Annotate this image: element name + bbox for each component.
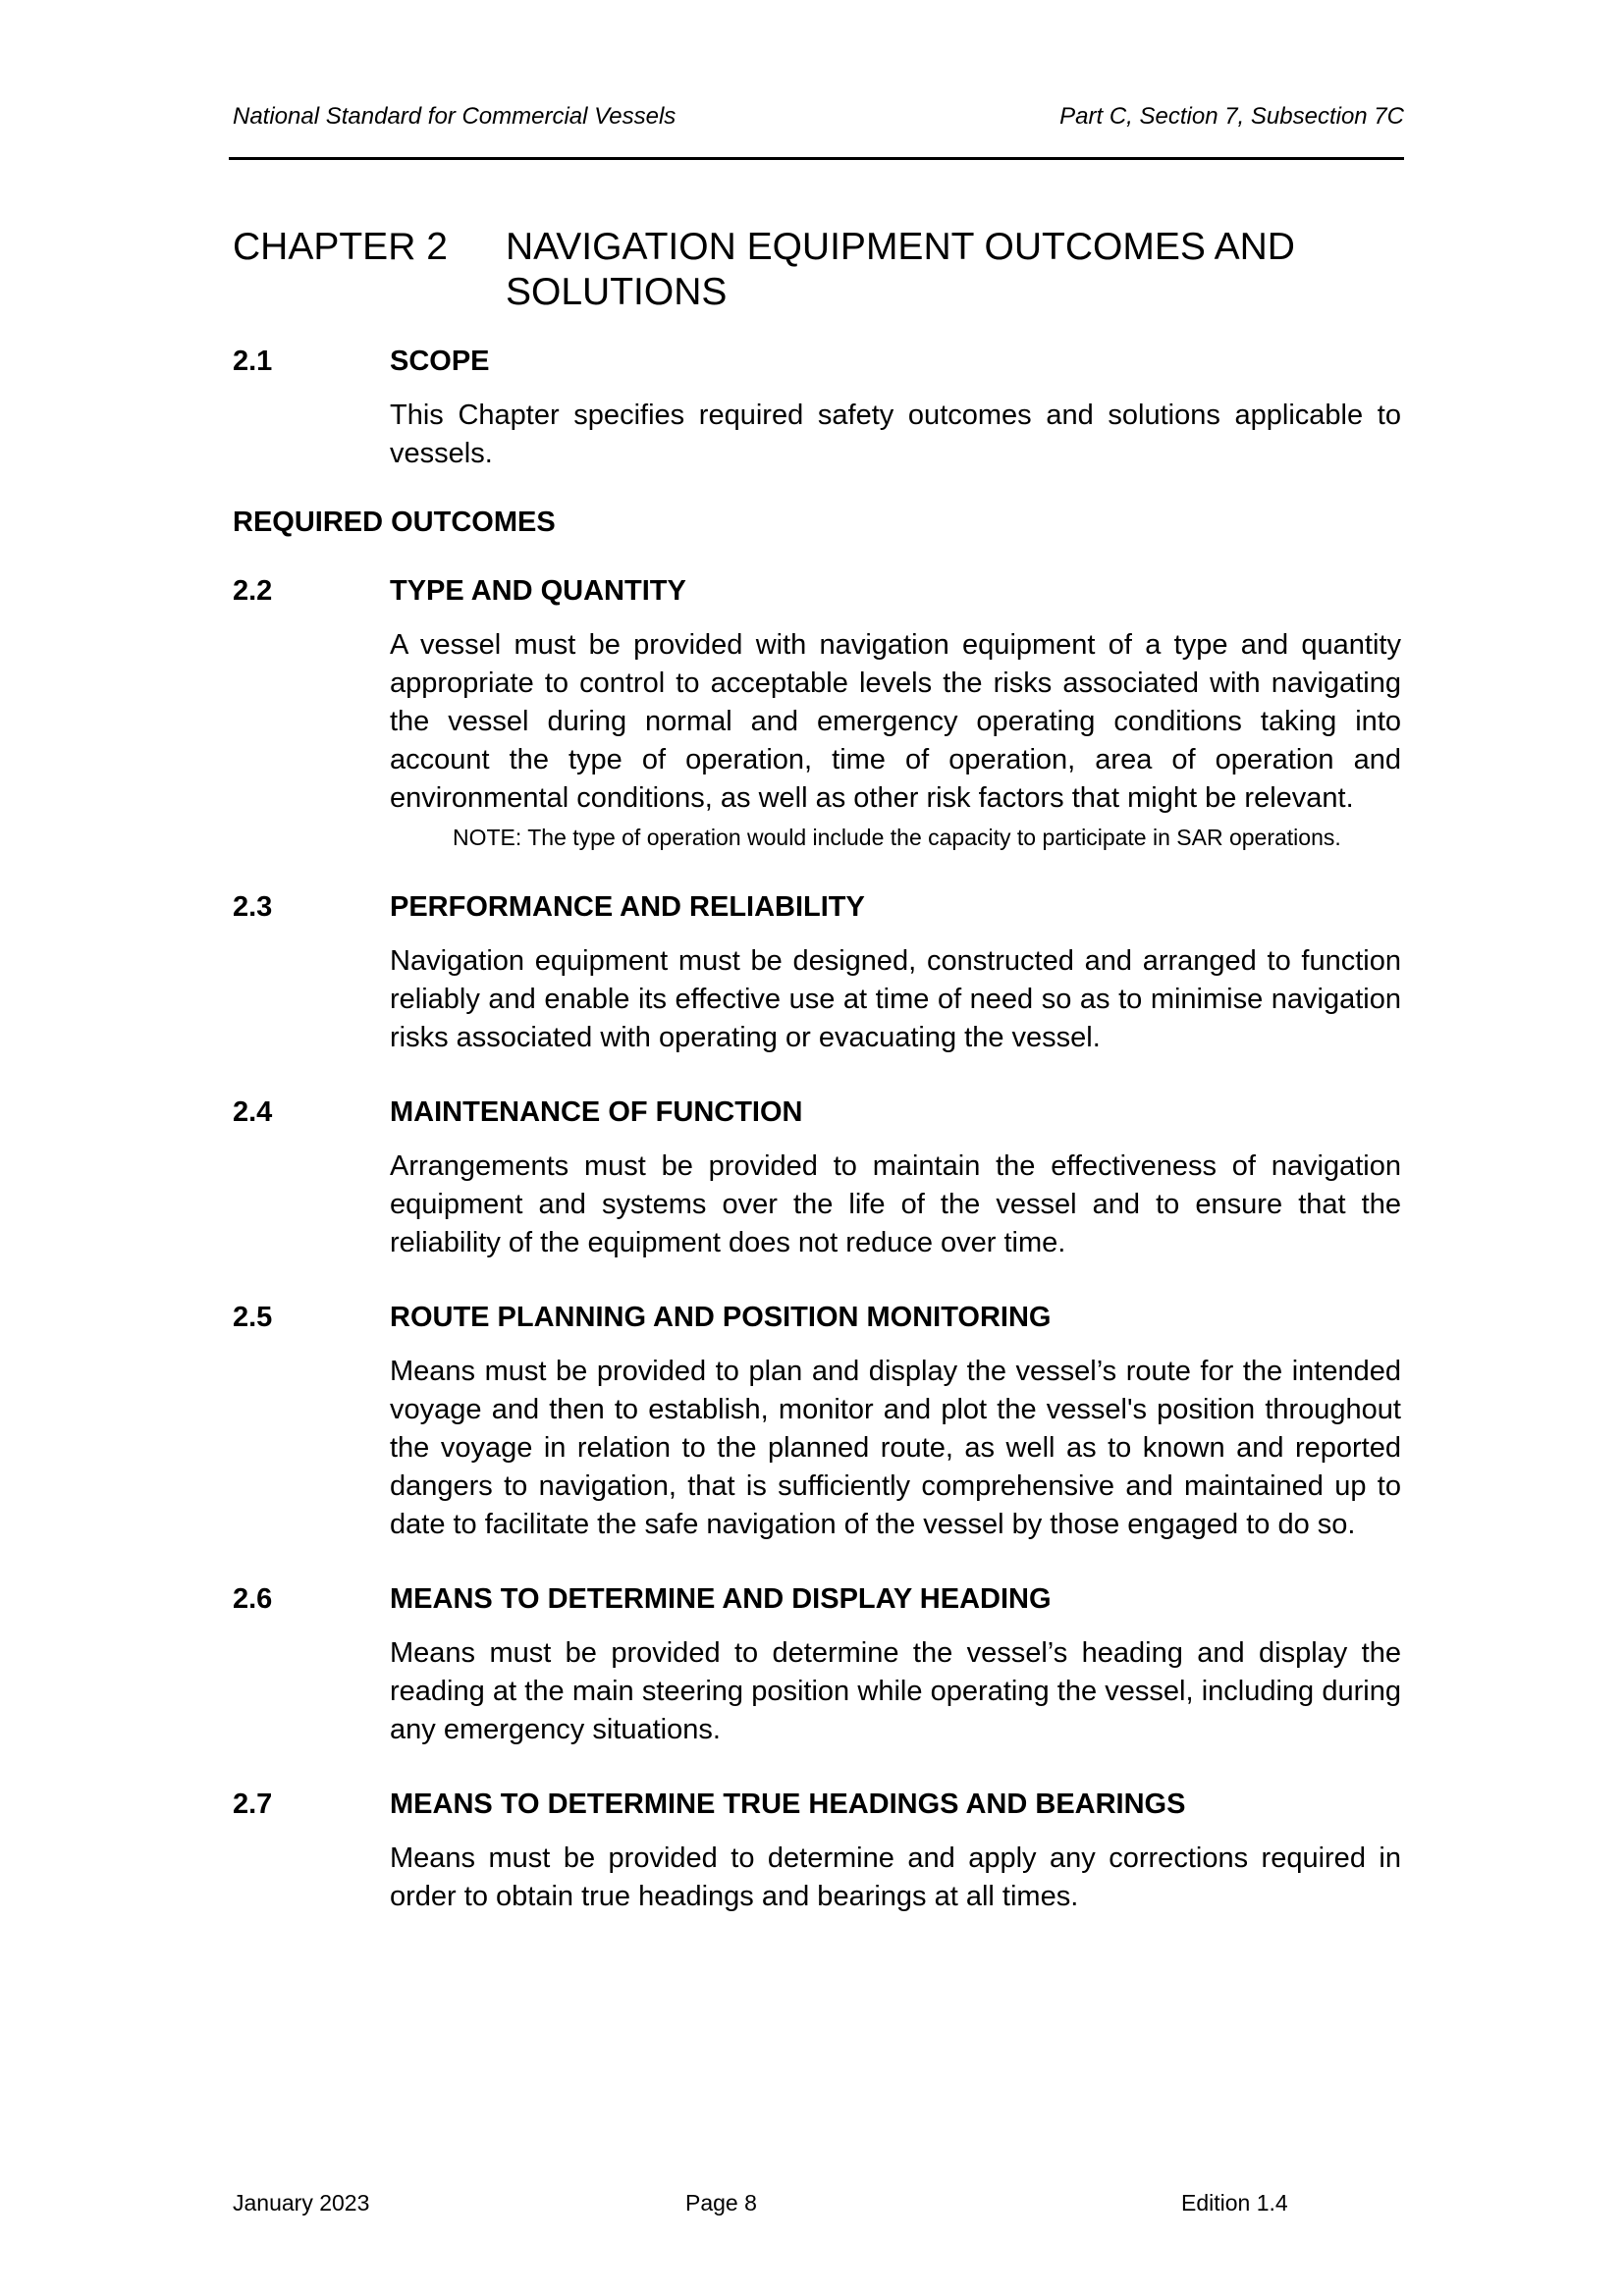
section-title: MEANS TO DETERMINE AND DISPLAY HEADING bbox=[390, 1583, 1052, 1615]
chapter-number: CHAPTER 2 bbox=[233, 226, 448, 268]
section-number: 2.2 bbox=[233, 575, 273, 607]
section-number: 2.4 bbox=[233, 1096, 273, 1128]
required-outcomes-heading: REQUIRED OUTCOMES bbox=[233, 507, 556, 538]
section-true-headings bbox=[233, 1785, 1401, 1916]
section-number: 2.3 bbox=[233, 891, 273, 923]
footer-edition: Edition 1.4 bbox=[1181, 2190, 1288, 2216]
header-part-reference: Part C, Section 7, Subsection 7C bbox=[1059, 103, 1404, 130]
header-document-title: National Standard for Commercial Vessels bbox=[233, 103, 677, 130]
section-number: 2.5 bbox=[233, 1302, 273, 1333]
section-number: 2.7 bbox=[233, 1789, 273, 1820]
header-divider bbox=[229, 157, 1404, 160]
section-title: PERFORMANCE AND RELIABILITY bbox=[390, 891, 865, 923]
section-paragraph: A vessel must be provided with navigation equipment of a type and quantity appropriate to control to acceptable levels the risks associated with navigating the vessel during normal and emergency operating conditions taking into account the type of operation, time of operation, area of operation and environmental conditions, as well as other risk factors that might be relevant. bbox=[390, 629, 1401, 814]
section-heading bbox=[233, 887, 1401, 927]
section-paragraph: Means must be provided to determine and apply any corrections required in order to obtain true headings and bearings at all times. bbox=[390, 1842, 1401, 1912]
section-paragraph: This Chapter specifies required safety outcomes and solutions applicable to vessels. bbox=[390, 400, 1401, 469]
section-route-planning bbox=[233, 1298, 1401, 1544]
section-number: 2.1 bbox=[233, 346, 273, 377]
section-heading bbox=[233, 1579, 1401, 1619]
section-heading-display bbox=[233, 1579, 1401, 1749]
section-title: MEANS TO DETERMINE TRUE HEADINGS AND BEARINGS bbox=[390, 1789, 1186, 1820]
section-maintenance-of-function bbox=[233, 1093, 1401, 1262]
footer-page-number: Page 8 bbox=[685, 2190, 757, 2216]
section-note: NOTE: The type of operation would include the capacity to participate in SAR operations. bbox=[453, 825, 1341, 850]
section-heading bbox=[233, 1298, 1401, 1337]
section-paragraph: Means must be provided to determine the vessel’s heading and display the reading at the main steering position while operating the vessel, including during any emergency situations. bbox=[390, 1637, 1401, 1745]
section-title: MAINTENANCE OF FUNCTION bbox=[390, 1096, 803, 1128]
section-paragraph: Navigation equipment must be designed, constructed and arranged to function reliably and enable its effective use at time of need so as to minimise navigation risks associated with operating or evacuating the vessel. bbox=[390, 945, 1401, 1053]
footer-date: January 2023 bbox=[233, 2190, 370, 2216]
section-heading bbox=[233, 1785, 1401, 1824]
section-paragraph: Arrangements must be provided to maintain the effectiveness of navigation equipment and systems over the life of the vessel and to ensure that the reliability of the equipment does not reduce over time. bbox=[390, 1150, 1401, 1258]
section-title: ROUTE PLANNING AND POSITION MONITORING bbox=[390, 1302, 1052, 1333]
section-heading bbox=[233, 1093, 1401, 1132]
section-scope bbox=[233, 342, 1401, 473]
section-title: SCOPE bbox=[390, 346, 490, 377]
section-performance-and-reliability bbox=[233, 887, 1401, 1057]
document-body bbox=[233, 342, 1401, 1951]
section-title: TYPE AND QUANTITY bbox=[390, 575, 686, 607]
chapter-title: NAVIGATION EQUIPMENT OUTCOMES AND SOLUTIONS bbox=[506, 226, 1295, 313]
section-heading bbox=[233, 342, 1401, 381]
section-type-and-quantity bbox=[233, 571, 1401, 852]
section-heading bbox=[233, 571, 1401, 611]
section-number: 2.6 bbox=[233, 1583, 273, 1615]
section-paragraph: Means must be provided to plan and display the vessel’s route for the intended voyage and then to establish, monitor and plot the vessel's position throughout the voyage in relation to the planned route, as well as to known and reported dangers to navigation, that is sufficiently comprehensive and maintained up to date to facilitate the safe navigation of the vessel by those engaged to do so. bbox=[390, 1356, 1401, 1540]
